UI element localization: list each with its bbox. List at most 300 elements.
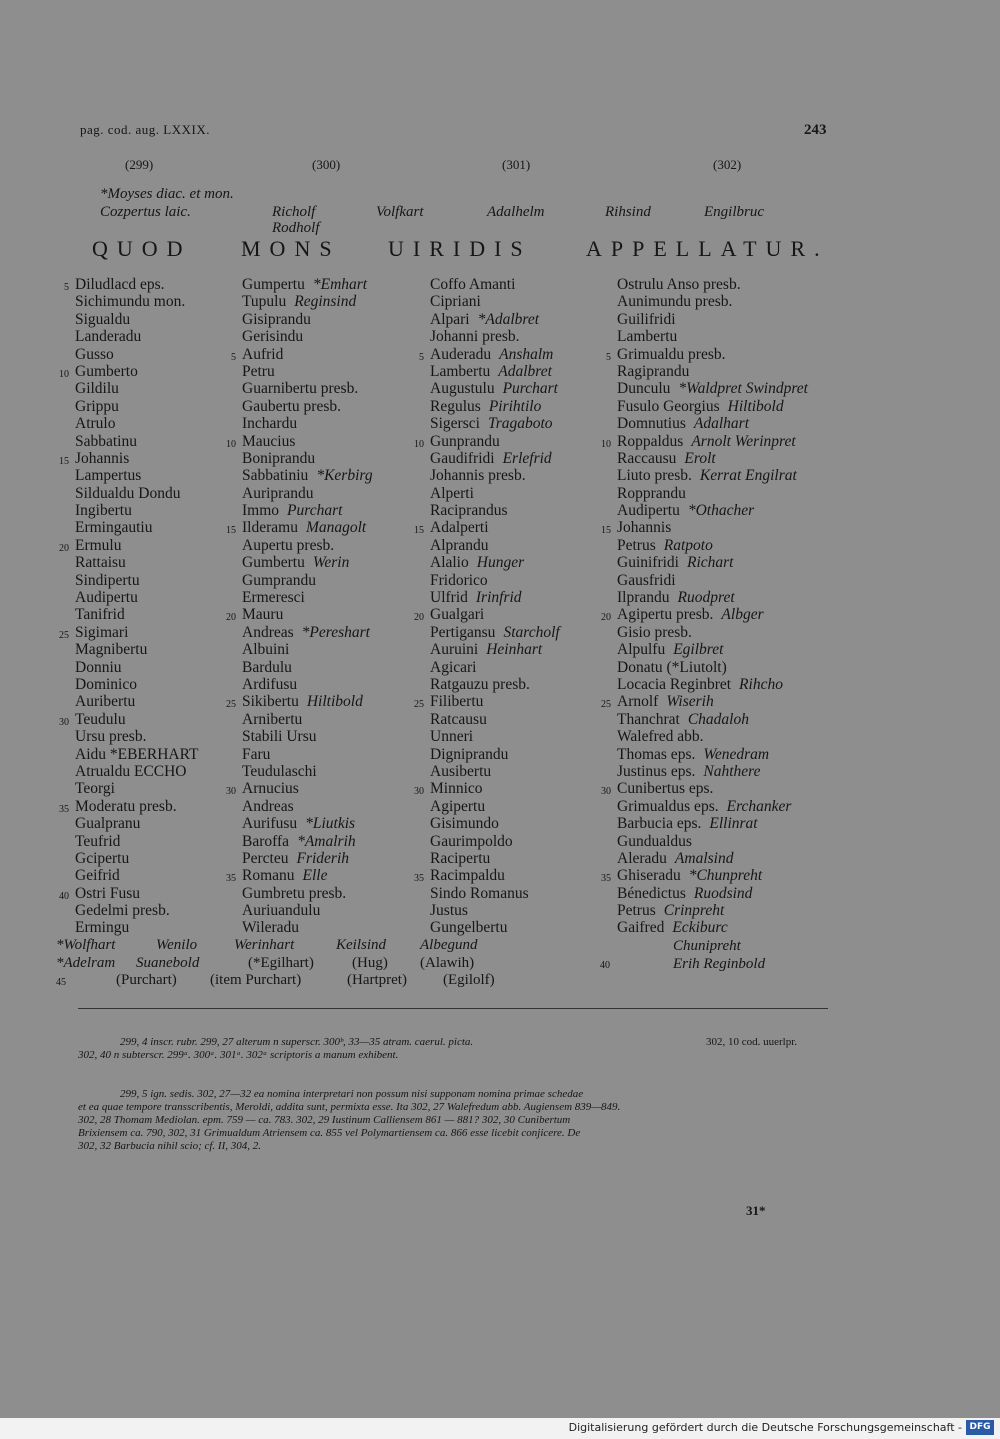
name-entry [430,311,560,328]
heading-word: QUOD [92,236,192,261]
gloss-name: *Emhart [312,276,368,293]
gloss-name: Adalhart [693,415,750,433]
name-entry [59,362,199,380]
bottom-name: (Alawih) [420,955,475,971]
name-entry [75,398,199,415]
gloss-name: Ratpoto [663,536,713,554]
running-header: pag. cod. aug. LXXIX. [80,122,210,137]
gloss-name: Friderih [296,849,350,867]
bottom-name: (item Purchart) [210,972,302,988]
footer-credit: Digitalisierung gefördert durch die Deutsche Forschungsgemeinschaft - [568,1421,962,1434]
name-entry [242,641,373,658]
divider [78,1008,828,1009]
name-entry [419,345,560,363]
name-entry [430,659,560,676]
name-text: Aupertu presb. [242,536,335,554]
gloss-name: Wenedram [703,745,770,763]
name-entry [617,641,808,658]
gloss-name: *Amalrih [297,832,356,850]
name-entry [617,380,808,397]
name-text: Thomas eps. [617,745,696,763]
name-text: Tupulu [242,293,287,311]
name-entry [75,519,199,536]
name-text: Ratgauzu presb. [430,675,530,693]
gloss-name: Amalsind [674,849,734,867]
name-entry [617,537,808,554]
gloss-name: Ruodpret [677,589,735,607]
name-entry [430,676,560,693]
name-entry [414,780,560,798]
name-entry [617,589,808,606]
name-text: Arnolf [617,693,659,711]
name-entry [601,867,808,885]
name-text: Bardulu [242,658,292,676]
name-text: Raccausu [617,449,677,467]
name-entry [430,902,560,919]
name-text: Andreas [242,797,294,815]
name-text: Ausibertu [430,762,492,780]
line-number: 25 [601,699,611,711]
name-text: Mauru [242,606,284,624]
name-text: Ermingu [75,919,130,937]
name-entry [242,659,373,676]
name-entry [601,519,808,537]
name-text: Gausfridi [617,571,676,589]
gloss-name: Elle [302,867,328,885]
name-entry [226,780,373,798]
name-text: Guinifridi [617,554,679,572]
gloss-name: Werin [312,554,350,572]
line-number: 35 [601,873,611,885]
name-text: Sildualdu Dondu [75,484,181,502]
commentary-note: et ea quae tempore transscribentis, Meroldi, addita sunt, permixta esse. Ita 302, 27 Walefredum abb. Augiensem 839—849. [78,1101,621,1113]
name-text: Sindo Romanus [430,884,529,902]
name-entry [414,693,560,711]
name-entry [430,641,560,658]
name-entry [430,398,560,415]
bottom-name: Suanebold [136,955,200,971]
name-entry [75,728,199,745]
name-text: Ilprandu [617,589,670,607]
line-number: 15 [414,525,424,537]
top-name: Rihsind [605,204,651,220]
name-text: Aidu *EBERHART [75,745,199,763]
name-entry [226,693,373,711]
name-entry [242,398,373,415]
name-text: Arnucius [242,780,299,798]
name-entry [430,502,560,519]
name-text: Gusso [75,345,114,363]
gloss-name: Ellinrat [709,815,758,833]
name-entry [606,345,808,363]
name-entry [75,850,199,867]
name-entry [59,449,199,467]
name-entry [430,815,560,832]
name-text: Gunprandu [430,432,500,450]
name-text: Agipertu presb. [617,606,714,624]
name-entry [430,798,560,815]
name-entry [242,502,373,519]
name-text: Alpari [430,310,470,328]
name-entry [242,676,373,693]
name-entry [430,276,560,293]
name-entry [617,398,808,415]
name-column [414,276,560,937]
name-entry [430,589,560,606]
name-entry [59,797,199,815]
gloss-name: Heinhart [486,641,543,659]
line-number: 5 [64,282,69,293]
line-number: 20 [414,612,424,624]
gloss-name: *Kerbirg [316,467,373,485]
name-entry [430,746,560,763]
name-entry [75,502,199,519]
name-column [601,276,808,937]
name-text: Baroffa [242,832,290,850]
name-text: Racimpaldu [430,867,505,885]
line-number: 25 [414,699,424,711]
name-entry [75,606,199,623]
name-text: Magnibertu [75,641,148,659]
name-text: Maucius [242,432,296,450]
name-entry [64,276,199,293]
name-text: Cunibertus eps. [617,780,714,798]
name-text: Petru [242,362,275,380]
name-text: Audipertu [75,589,138,607]
name-text: Ropprandu [617,484,686,502]
name-entry [75,433,199,450]
folio-number: (301) [502,157,531,172]
name-text: Gaubertu presb. [242,397,341,415]
name-entry [617,311,808,328]
top-name: Engilbruc [704,204,764,220]
name-text: Unneri [430,728,474,746]
line-number: 5 [231,351,236,363]
name-entry [59,710,199,728]
name-text: Inchardu [242,415,298,433]
name-entry [75,380,199,397]
line-number: 15 [601,525,611,537]
name-text: Aleradu [617,849,667,867]
name-entry [617,328,808,345]
name-entry [75,659,199,676]
name-text: Agicari [430,658,477,676]
page-number: 243 [804,122,827,138]
line-number: 30 [59,716,69,728]
name-text: Petrus [617,902,656,920]
name-entry [75,485,199,502]
line-number: 40 [600,960,610,971]
footer-bar [0,1418,1000,1439]
bottom-name: *Adelram [56,955,116,971]
name-text: Lampertus [75,467,142,485]
gloss-name: Anshalm [499,345,554,363]
gloss-name: Hunger [476,554,525,572]
name-text: Ulfrid [430,589,468,607]
gloss-name: Erolt [684,449,716,467]
name-text: Donatu (*Liutolt) [617,658,727,676]
name-text: Gaifred [617,919,665,937]
name-text: Barbucia eps. [617,815,702,833]
name-entry [617,763,808,780]
name-entry [430,485,560,502]
line-number: 15 [226,525,236,537]
name-text: Alalio [430,554,469,572]
gloss-name: Erchanker [726,797,792,815]
gloss-name: Ruodsind [693,884,753,902]
gloss-name: Egilbret [673,641,724,659]
name-entry [59,623,199,641]
name-entry [242,798,373,815]
name-text: Johanni presb. [430,328,520,346]
line-number: 30 [414,786,424,798]
name-entry [414,432,560,450]
name-entry [75,328,199,345]
name-entry [601,432,808,450]
name-text: Ermingautiu [75,519,153,537]
name-text: Thanchrat [617,710,680,728]
name-text: Grippu [75,397,119,415]
name-text: Gundualdus [617,832,692,850]
name-entry [242,728,373,745]
name-entry [430,919,560,936]
bottom-name: (Hug) [352,955,388,971]
gloss-name: *Chunpreht [688,867,763,885]
line-number: 20 [59,542,69,554]
bottom-name: Wenilo [156,937,198,953]
name-text: Ermeresci [242,589,305,607]
name-text: Ratcausu [430,710,487,728]
name-text: Auderadu [430,345,492,363]
top-name: Volfkart [376,204,424,220]
name-entry [601,693,808,711]
name-entry [75,589,199,606]
name-text: Donniu [75,658,122,676]
name-text: Cipriani [430,293,481,311]
commentary-note: 302, 28 Thomam Mediolan. epm. 759 — ca. 783. 302, 29 Iustinum Calliensem 861 — 881? 302, 30 Cunibertum [78,1114,571,1126]
name-entry [75,641,199,658]
gloss-name: Nahthere [703,762,761,780]
name-text: Audipertu [617,502,680,520]
name-text: Sichimundu mon. [75,293,186,311]
name-entry [414,606,560,624]
gloss-name: Wiserih [666,693,714,711]
name-text: Aurifusu [242,815,298,833]
name-text: Andreas [242,623,294,641]
name-entry [59,536,199,554]
name-entry [75,780,199,797]
name-text: Justinus eps. [617,762,696,780]
name-entry [242,589,373,606]
name-text: Gumbretu presb. [242,884,347,902]
name-entry [242,311,373,328]
name-entry [75,415,199,432]
name-entry [242,885,373,902]
name-text: Gcipertu [75,849,130,867]
name-entry [617,276,808,293]
name-text: Dominico [75,675,137,693]
name-entry [75,919,199,936]
name-entry [75,676,199,693]
gloss-name: Irinfrid [475,589,522,607]
name-entry [75,572,199,589]
bottom-name: *Wolfhart [56,937,116,953]
name-text: Ostri Fusu [75,884,141,902]
name-entry [430,763,560,780]
name-text: Petrus [617,536,656,554]
name-entry [430,885,560,902]
name-text: Gaurimpoldo [430,832,513,850]
name-entry [430,363,560,380]
name-text: Geifrid [75,867,120,885]
name-entry [242,763,373,780]
name-entry [242,467,373,484]
name-text: Gungelbertu [430,919,508,937]
name-entry [430,572,560,589]
name-text: Guilifridi [617,310,676,328]
name-text: Gedelmi presb. [75,902,170,920]
name-text: Sigersci [430,415,480,433]
name-entry [242,293,373,310]
heading-word: APPELLATUR. [586,236,829,261]
name-text: Faru [242,745,271,763]
name-entry [601,780,808,798]
line-number: 20 [226,612,236,624]
name-entry [617,850,808,867]
gloss-name: Purchart [287,502,343,520]
name-text: Lambertu [430,362,491,380]
name-text: Teorgi [75,780,115,798]
name-text: Ingibertu [75,502,132,520]
name-entry [617,676,808,693]
name-entry [617,919,808,936]
name-entry [242,450,373,467]
name-text: Ghiseradu [617,867,681,885]
name-text: Guarnibertu presb. [242,380,359,398]
name-entry [75,867,199,884]
name-entry [75,902,199,919]
name-text: Sabbatiniu [242,467,309,485]
line-number: 5 [606,351,611,363]
name-text: Liuto presb. [617,467,692,485]
line-number: 10 [226,438,236,450]
name-entry [414,519,560,537]
gloss-name: Reginsind [294,293,357,311]
name-text: Aunimundu presb. [617,293,733,311]
name-entry [242,328,373,345]
line-number: 5 [419,351,424,363]
name-text: Fridorico [430,571,488,589]
name-text: Racipertu [430,849,491,867]
line-number: 30 [601,786,611,798]
name-text: Ragiprandu [617,362,690,380]
name-text: Gerisindu [242,328,304,346]
gloss-name: Chadaloh [687,710,749,728]
name-text: Gumprandu [242,571,317,589]
name-entry [430,850,560,867]
name-text: Tanifrid [75,606,125,624]
gloss-name: Erlefrid [502,449,552,467]
name-entry [226,432,373,450]
name-text: Aufrid [242,345,284,363]
name-text: Locacia Reginbret [617,675,732,693]
name-text: Gualgari [430,606,485,624]
name-entry [75,311,199,328]
name-text: Boniprandu [242,449,316,467]
name-entry [430,293,560,310]
name-entry [617,502,808,519]
gloss-name: Starcholf [503,623,560,641]
name-text: Landeradu [75,328,142,346]
line-number: 40 [59,890,69,902]
bottom-name: Erih Reginbold [673,956,766,972]
line-number: 25 [59,629,69,641]
name-text: Sabbatinu [75,432,137,450]
name-entry [242,624,373,641]
top-name: Richolf [272,204,316,220]
name-text: Adalperti [430,519,489,537]
gloss-name: Rihcho [739,675,783,693]
name-text: Sindipertu [75,571,140,589]
name-text: Gumpertu [242,276,305,293]
gloss-name: Tragaboto [487,415,553,433]
commentary-note: 299, 5 ign. sedis. 302, 27—32 ea nomina interpretari non possum nisi supponam nomina primae schedae [120,1088,584,1100]
name-text: Johannis presb. [430,467,526,485]
name-entry [242,746,373,763]
name-entry [617,467,808,484]
bottom-name: Werinhart [234,937,295,953]
name-entry [242,276,373,293]
name-entry [617,293,808,310]
bottom-name: (Purchart) [116,972,177,988]
name-text: Augustulu [430,380,495,398]
name-entry [75,746,199,763]
name-text: Moderatu presb. [75,797,177,815]
folio-number: (300) [312,157,341,172]
name-text: Teudulu [75,710,126,728]
folio-number: (299) [125,157,154,172]
line-number: 35 [414,873,424,885]
name-text: Digniprandu [430,745,509,763]
name-text: Auribertu [75,693,136,711]
name-entry [242,919,373,936]
name-text: Auruini [430,641,479,659]
name-entry [617,624,808,641]
name-entry [617,363,808,380]
gloss-name: Albger [721,606,764,624]
top-name: Adalhelm [487,204,545,220]
name-text: Gualpranu [75,815,141,833]
gloss-name: Pirihtilo [488,397,542,415]
name-entry [430,537,560,554]
gloss-name: Hiltibold [306,693,363,711]
name-entry [617,815,808,832]
name-entry [75,763,199,780]
name-entry [226,519,373,537]
bottom-name: Chunipreht [673,938,741,954]
name-text: Sigualdu [75,310,131,328]
name-entry [430,415,560,432]
name-entry [601,606,808,624]
bottom-name: (*Egilhart) [248,955,314,971]
name-entry [59,884,199,902]
name-entry [617,554,808,571]
name-text: Teufrid [75,832,121,850]
name-entry [430,711,560,728]
name-text: Gumbertu [242,554,305,572]
top-name: Rodholf [272,220,320,236]
name-entry [75,833,199,850]
